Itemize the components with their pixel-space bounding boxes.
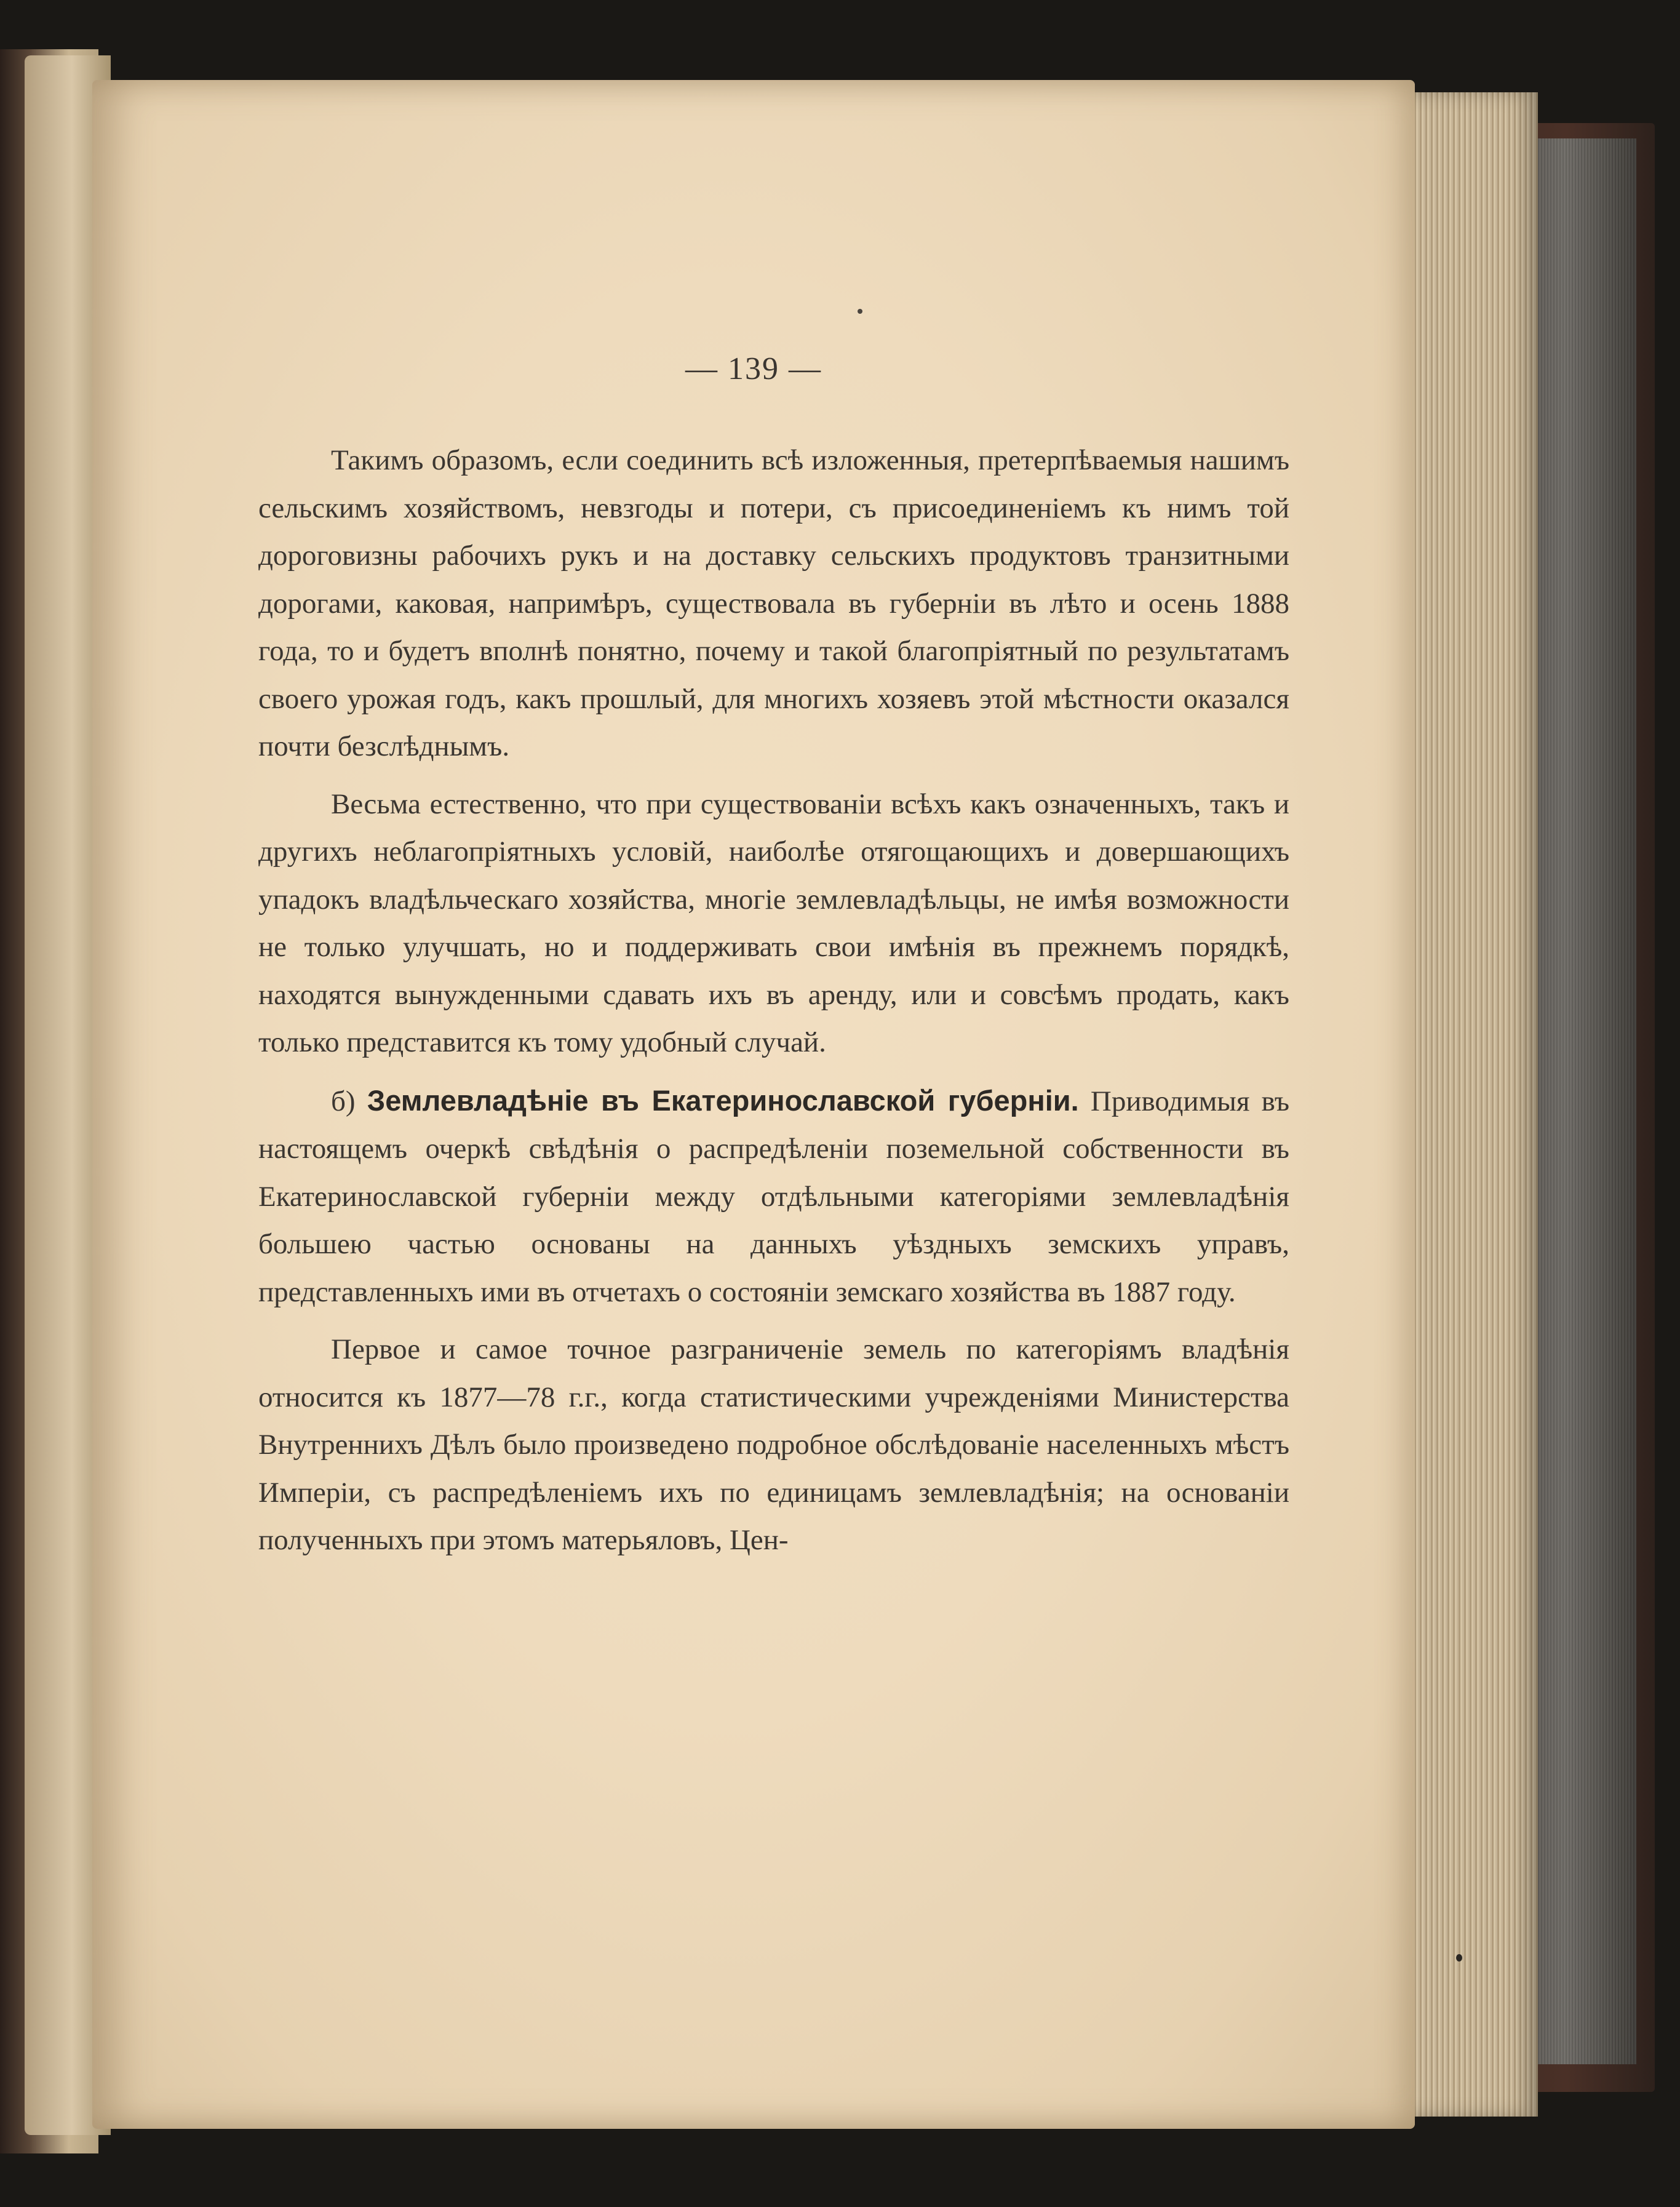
ink-speck bbox=[858, 309, 862, 314]
paragraph-3 bbox=[258, 1077, 1289, 1317]
section-prefix: б) bbox=[331, 1085, 356, 1117]
paragraph-text: Первое и самое точное разграниченіе земель по категоріямъ владѣнія относится къ 1877—78 г.г., когда статистическими учрежденіями Министерства Внутреннихъ Дѣлъ было произведено подробное обслѣдованіе населенныхъ мѣстъ Имперіи, съ распредѣленіемъ ихъ по единицамъ землевладѣнія; на основаніи полученныхъ при этомъ матерьяловъ, Цен- bbox=[258, 1333, 1289, 1556]
paragraph-text: Приводимыя въ настоящемъ очеркѣ свѣдѣнія о распредѣленіи поземельной собственности въ Екатеринославской губерніи между отдѣльными категоріями землевладѣнія большею частью основаны на данныхъ уѣздныхъ земскихъ управъ, представленныхъ ими въ отчетахъ о состояніи земскаго хозяйства въ 1887 году. bbox=[258, 1085, 1289, 1308]
page-block-edge bbox=[1526, 138, 1636, 2064]
paragraph-text: Весьма естественно, что при существованіи всѣхъ какъ означенныхъ, такъ и другихъ неблагопріятныхъ условій, наиболѣе отягощающихъ и довершающихъ упадокъ владѣльческаго хозяйства, многіе землевладѣльцы, не имѣя возможности не только улучшать, но и поддерживать свои имѣнія въ прежнемъ порядкѣ, находятся вынужденными сдавать ихъ въ аренду, или и совсѣмъ продать, какъ только представится къ тому удобный случай. bbox=[258, 788, 1289, 1058]
page-number: — 139 — bbox=[685, 351, 822, 386]
paragraph-4 bbox=[258, 1326, 1289, 1565]
paragraph-1 bbox=[258, 437, 1289, 771]
paragraph-2 bbox=[258, 781, 1289, 1067]
ink-speck-margin bbox=[1456, 1954, 1462, 1962]
section-heading: Землевладѣніе въ Екатеринославской губерніи. bbox=[367, 1084, 1079, 1117]
book-page bbox=[92, 80, 1415, 2129]
body-text bbox=[258, 437, 1289, 1574]
paragraph-text: Такимъ образомъ, если соединить всѣ изложенныя, претерпѣваемыя нашимъ сельскимъ хозяйствомъ, невзгоды и потери, съ присоединеніемъ къ нимъ той дороговизны рабочихъ рукъ и на доставку сельскихъ продуктовъ транзитными дорогами, каковая, напримѣръ, существовала въ губерніи въ лѣто и осень 1888 года, то и будетъ вполнѣ понятно, почему и такой благопріятный по результатамъ своего урожая годъ, какъ прошлый, для многихъ хозяевъ этой мѣстности оказался почти безслѣднымъ. bbox=[258, 444, 1289, 762]
